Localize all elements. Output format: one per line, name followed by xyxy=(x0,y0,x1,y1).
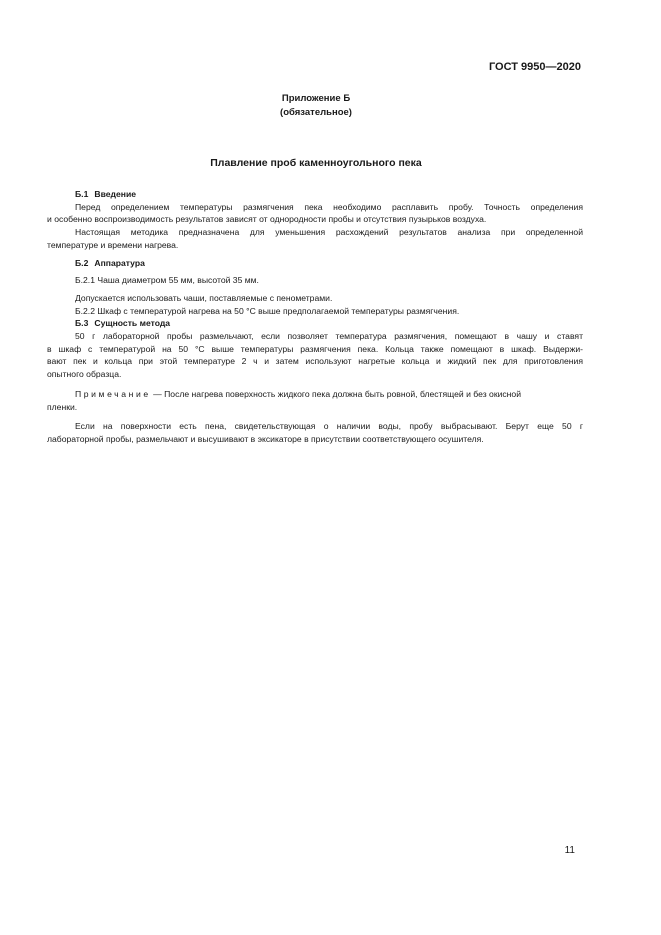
paragraph-line: 50 г лабораторной пробы размельчают, если позволяет температура размягчения, помещают в чашу и ставят xyxy=(75,331,583,342)
section-heading-b3 xyxy=(75,317,583,330)
paragraph-line: температуре и времени нагрева. xyxy=(47,239,179,250)
paragraph-line: Настоящая методика предназначена для уменьшения расхождений результатов анализа при определенной xyxy=(75,227,583,238)
document-title: Плавление проб каменноугольного пека xyxy=(210,157,422,169)
paragraph-line: Б.2.1 Чаша диаметром 55 мм, высотой 35 мм. xyxy=(75,275,259,286)
section-heading-b2 xyxy=(75,257,583,270)
section-number: Б.1 xyxy=(75,189,89,199)
paragraph-line: Перед определением температуры размягчения пека необходимо расплавить пробу. Точность определения xyxy=(75,201,583,212)
paragraph-line: вают пек и кольца при этой температуре 2 ч и затем используют нагретые кольца и жидкий пек для приготовления xyxy=(47,356,583,367)
paragraph-line: в шкаф с температурой на 50 °С выше температуры размягчения пека. Кольца также помещают в шкаф. Выдержи- xyxy=(47,343,583,354)
section-heading-text: Аппаратура xyxy=(94,257,145,268)
appendix-heading xyxy=(0,92,632,120)
note-continuation: пленки. xyxy=(47,401,78,412)
section-number: Б.2 xyxy=(75,257,89,268)
note-text: — После нагрева поверхность жидкого пека должна быть ровной, блестящей и без окисной xyxy=(150,388,522,399)
note-label: Примечание xyxy=(75,388,151,399)
standard-id: ГОСТ 9950—2020 xyxy=(488,61,581,73)
note xyxy=(75,388,583,401)
paragraph-line: и особенно воспроизводимость результатов зависят от однородности пробы и отсутствия пузырьков воздуха. xyxy=(47,214,487,225)
document-body xyxy=(47,188,583,446)
section-heading-b1 xyxy=(75,188,583,201)
page-number: 11 xyxy=(564,845,575,856)
paragraph-line: Если на поверхности есть пена, свидетельствующая о наличии воды, пробу выбрасывают. Берут еще 50 г xyxy=(75,421,583,432)
section-heading-text: Введение xyxy=(94,189,137,199)
appendix-title: Приложение Б xyxy=(281,93,351,104)
paragraph-line: опытного образца. xyxy=(47,369,122,380)
paragraph-line: Б.2.2 Шкаф с температурой нагрева на 50 °С выше предполагаемой температуры размягчения. xyxy=(75,305,460,316)
paragraph-line: лабораторной пробы, размельчают и высушивают в эксикаторе в присутствии соответствующего осушителя. xyxy=(47,433,484,444)
section-heading-text: Сущность метода xyxy=(94,318,171,329)
paragraph-line: Допускается использовать чаши, поставляемые с пенометрами. xyxy=(75,292,333,303)
appendix-subtitle: (обязательное) xyxy=(280,107,352,118)
section-number: Б.3 xyxy=(75,318,89,329)
